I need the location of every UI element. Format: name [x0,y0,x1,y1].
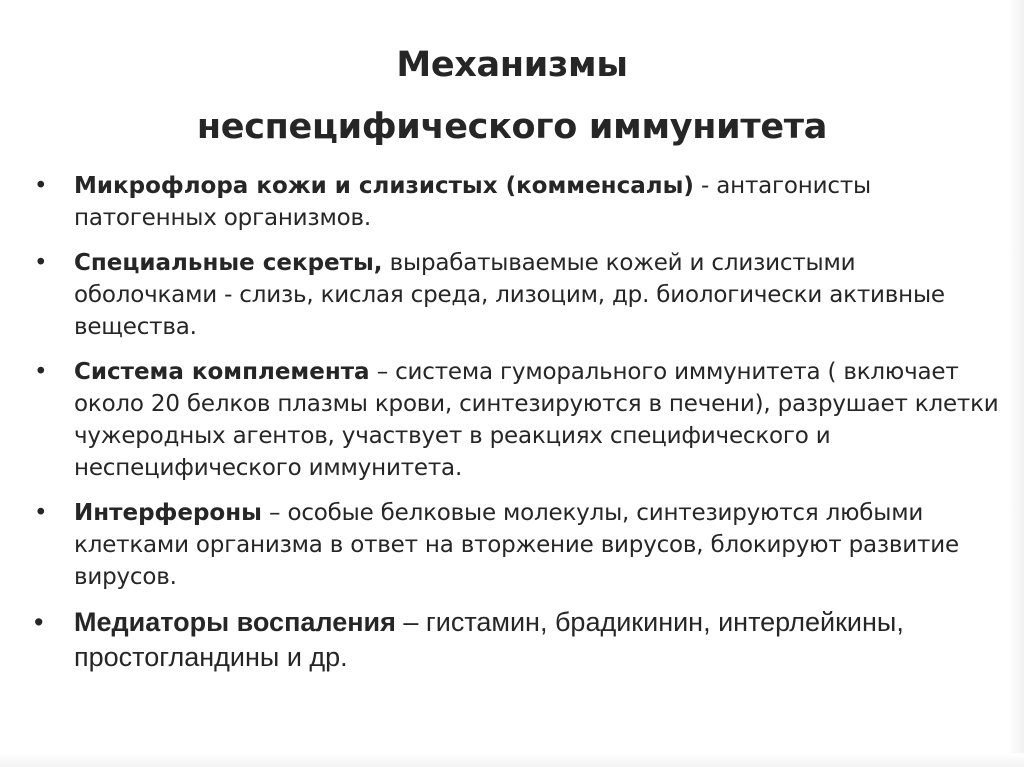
bullet-item-secretions [30,247,1005,343]
bullet-text: - антагонисты патогенных организмов. [74,173,871,231]
bullet-text: – гистамин, брадикинин, интерлейкины, простогландины и др. [74,607,904,672]
bullet-lead: Микрофлора кожи и слизистых (комменсалы) [74,173,694,199]
bullet-item-interferons [30,497,1005,593]
bullet-dot-icon: • [34,500,48,526]
bullet-dot-icon: • [34,173,48,199]
bullet-dot-icon: • [34,250,48,276]
title-line-2: неспецифического иммунитета [196,107,828,147]
bullet-dot-icon: • [34,607,44,637]
title-line-1: Механизмы [396,45,628,85]
bullet-item-mediators [30,605,1005,675]
bullet-text: – особые белковые молекулы, синтезируются любыми клетками организма в ответ на вторжение вирусов, блокируют развитие вирусов. [74,500,959,590]
slide-title [0,34,1024,158]
bullet-dot-icon: • [34,359,48,385]
bullet-lead: Специальные секреты, [74,250,383,276]
bullet-list [30,170,1005,675]
bullet-text: – система гуморального иммунитета ( включает около 20 белков плазмы крови, синтезируются в печени), разрушает клетки чужеродных агентов, участвует в реакциях специфического и неспецифического иммунитета. [74,359,999,481]
bullet-lead: Интерфероны [74,500,262,526]
bullet-text: вырабатываемые кожей и слизистыми оболочками - слизь, кислая среда, лизоцим, др. биологически активные вещества. [74,250,945,340]
bullet-item-microflora [30,170,1005,234]
bullet-lead: Медиаторы воспаления [74,607,396,637]
slide-shadow-bottom [0,753,1024,767]
bullet-item-complement [30,356,1005,484]
bullet-lead: Система комплемента [74,359,370,385]
